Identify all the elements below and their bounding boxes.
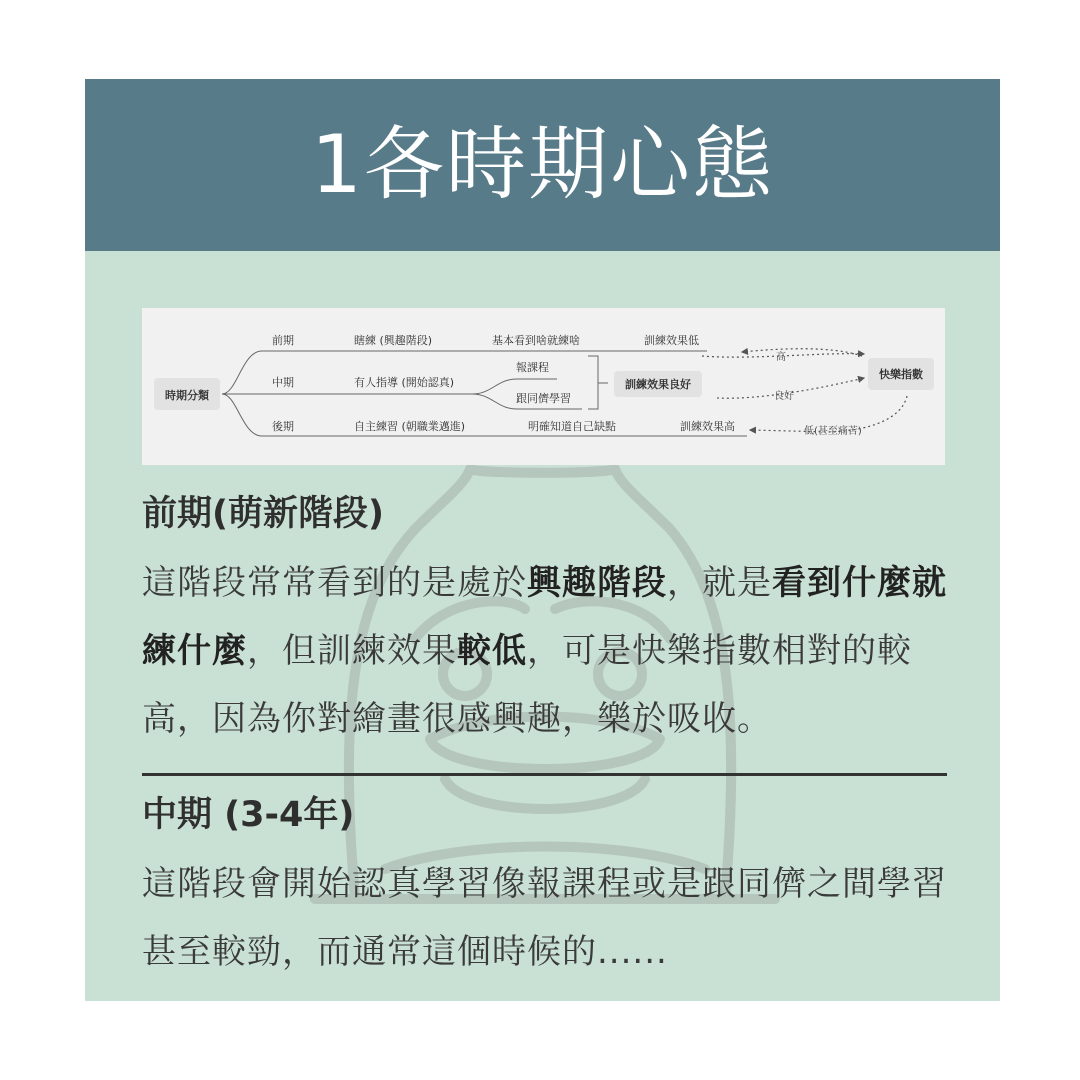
happiness-good: 良好 — [774, 391, 794, 402]
text-emphasis: 較低 — [457, 631, 527, 671]
early-action: 基本看到啥就練啥 — [492, 334, 580, 347]
section-text-middle — [142, 850, 947, 986]
section-heading-middle: 中期 (3-4年) — [142, 795, 355, 835]
early-result: 訓練效果低 — [644, 334, 699, 347]
body-text — [142, 479, 947, 986]
page-title: 1各時期心態 — [311, 118, 774, 211]
mind-map-diagram — [142, 308, 945, 465]
middle-option-b: 跟同儕學習 — [516, 392, 571, 405]
section-text-early — [142, 549, 947, 753]
text-part: 這階段常常看到的是處於 — [142, 563, 527, 603]
section-divider — [142, 773, 947, 776]
middle-option-a: 報課程 — [516, 361, 549, 374]
content-card — [85, 79, 1000, 1001]
early-state: 瞎練 (興趣階段) — [354, 334, 433, 347]
root-label: 時期分類 — [165, 389, 209, 402]
text-part: ，但訓練效果 — [247, 631, 457, 671]
happiness-label: 快樂指數 — [879, 368, 923, 381]
text-emphasis: 看到什麼就練什麼 — [142, 563, 947, 671]
late-action: 明確知道自己缺點 — [528, 420, 616, 433]
text-emphasis: 興趣階段 — [527, 563, 667, 603]
happiness-high: 高 — [776, 352, 786, 363]
text-part: 這階段會開始認真學習像報課程或是跟同儕之間學習甚至較勁，而通常這個時候的 — [142, 864, 947, 972]
stage-early: 前期 — [272, 334, 294, 347]
late-result: 訓練效果高 — [680, 420, 735, 433]
text-part: ，可是快樂指數相對的較高，因為你對繪畫很感興趣，樂於吸收。 — [142, 631, 912, 739]
ellipsis: ...... — [597, 932, 668, 972]
stage-middle: 中期 — [272, 376, 294, 389]
happiness-low: 低(甚至痛苦) — [804, 426, 862, 437]
late-state: 自主練習 (朝職業邁進) — [354, 420, 466, 433]
stage-late: 後期 — [272, 420, 294, 433]
middle-result: 訓練效果良好 — [625, 378, 691, 391]
section-heading-early: 前期(萌新階段) — [142, 494, 384, 534]
text-part: ，就是 — [667, 563, 772, 603]
middle-state: 有人指導 (開始認真) — [354, 376, 455, 389]
